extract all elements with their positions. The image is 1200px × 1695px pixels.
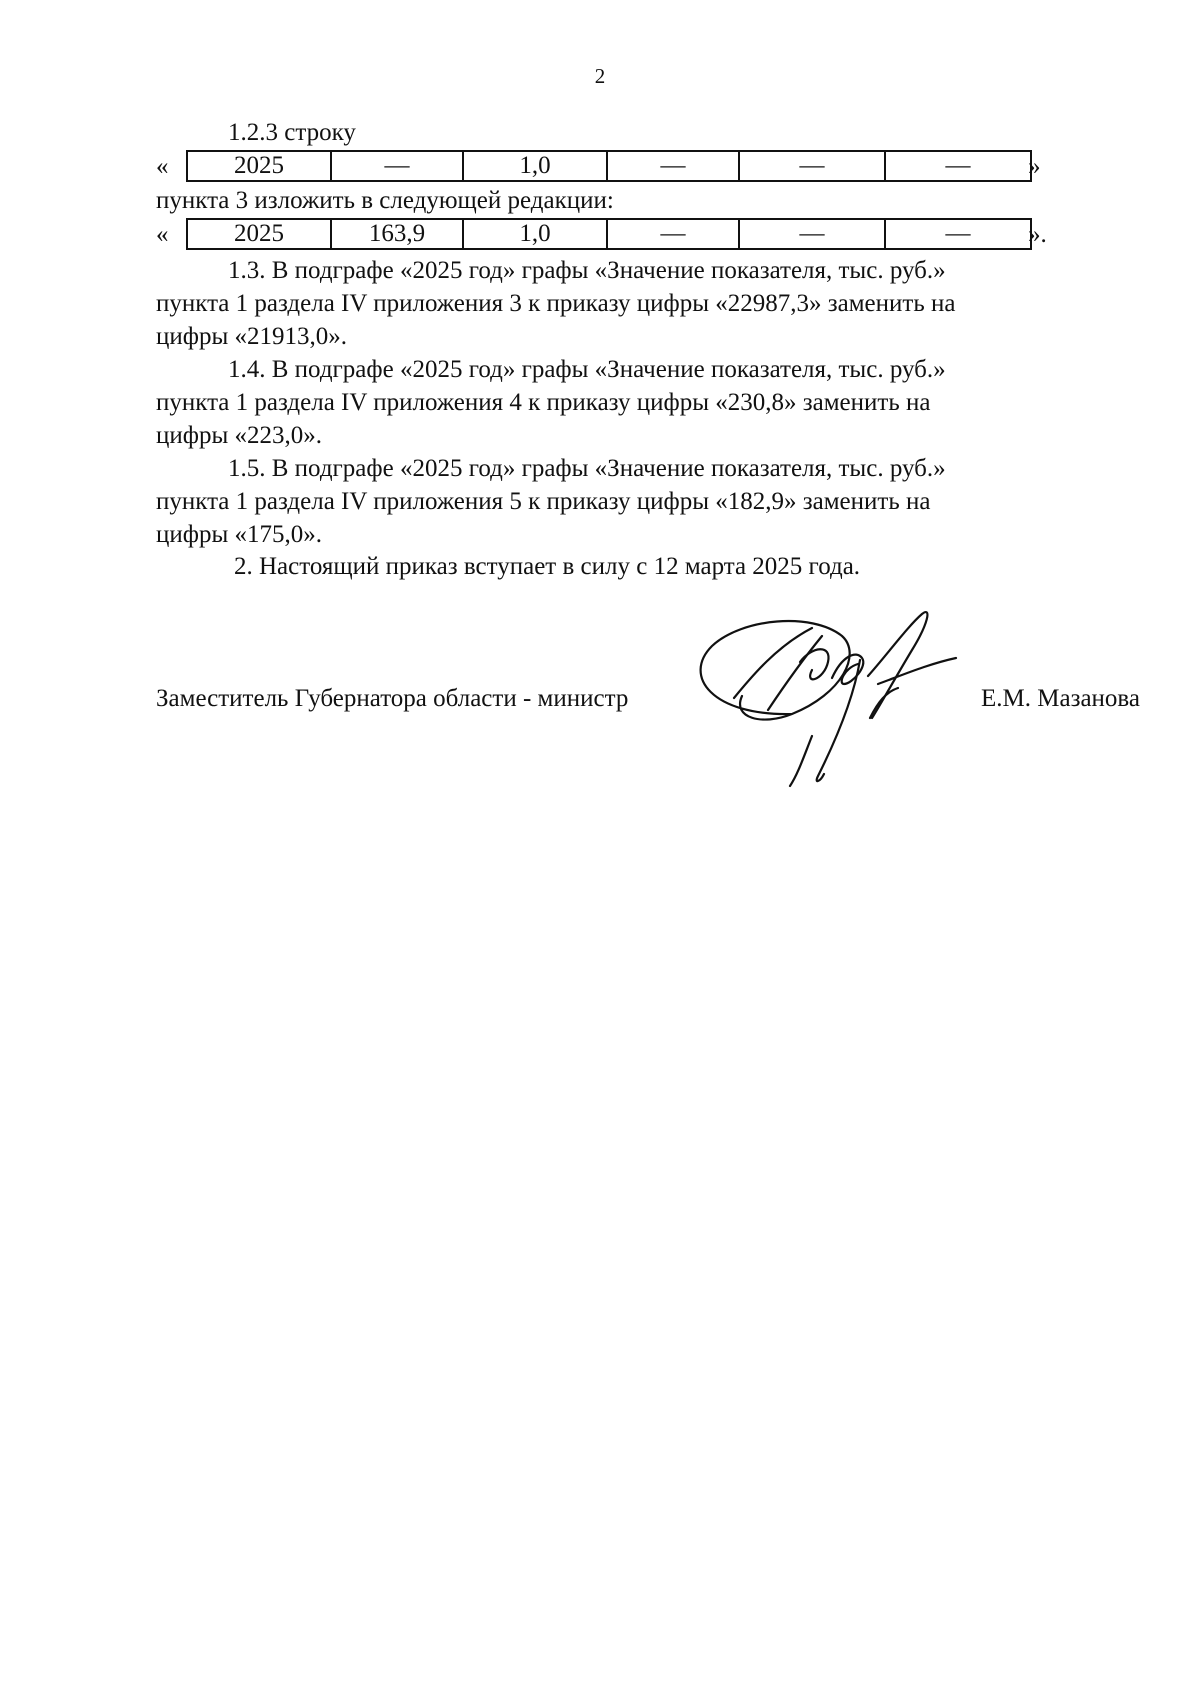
paragraph-line: 1.3. В подграфе «2025 год» графы «Значение показателя, тыс. руб.» bbox=[228, 257, 946, 284]
table-cell: 163,9 bbox=[331, 219, 463, 249]
item-1-2-3-middle-text: пункта 3 изложить в следующей редакции: bbox=[156, 187, 614, 214]
table-cell: 2025 bbox=[187, 151, 331, 181]
old-row bbox=[156, 150, 1086, 182]
paragraph-line: 1.5. В подграфе «2025 год» графы «Значение показателя, тыс. руб.» bbox=[228, 455, 946, 482]
table-cell: — bbox=[885, 219, 1031, 249]
signatory-name: Е.М. Мазанова bbox=[981, 685, 1140, 712]
new-row-table bbox=[186, 218, 1032, 250]
new-row bbox=[156, 218, 1086, 250]
table-cell: — bbox=[739, 219, 885, 249]
close-quote: » bbox=[1028, 153, 1041, 180]
table-cell: 1,0 bbox=[463, 151, 607, 181]
table-cell: 2025 bbox=[187, 219, 331, 249]
table-cell: 1,0 bbox=[463, 219, 607, 249]
open-quote: « bbox=[156, 221, 169, 248]
paragraph-1-5 bbox=[156, 452, 1140, 551]
table-cell: — bbox=[885, 151, 1031, 181]
paragraph-1-4 bbox=[156, 353, 1140, 452]
page-number: 2 bbox=[594, 64, 606, 88]
paragraph-line: цифры «223,0». bbox=[156, 422, 323, 449]
paragraph-line: пункта 1 раздела IV приложения 3 к приказу цифры «22987,3» заменить на bbox=[156, 290, 956, 317]
paragraph-1-3 bbox=[156, 254, 1140, 353]
old-row-table bbox=[186, 150, 1032, 182]
paragraph-line: пункта 1 раздела IV приложения 4 к приказу цифры «230,8» заменить на bbox=[156, 389, 931, 416]
paragraph-line: пункта 1 раздела IV приложения 5 к приказу цифры «182,9» заменить на bbox=[156, 488, 931, 515]
paragraph-line: цифры «175,0». bbox=[156, 521, 323, 548]
table-cell: — bbox=[739, 151, 885, 181]
open-quote: « bbox=[156, 153, 169, 180]
effective-clause: 2. Настоящий приказ вступает в силу с 12 марта 2025 года. bbox=[234, 553, 861, 580]
paragraph-line: цифры «21913,0». bbox=[156, 323, 348, 350]
table-cell: — bbox=[331, 151, 463, 181]
handwritten-signature bbox=[672, 606, 1002, 792]
close-quote: ». bbox=[1028, 221, 1047, 248]
paragraph-line: 1.4. В подграфе «2025 год» графы «Значение показателя, тыс. руб.» bbox=[228, 356, 946, 383]
item-1-2-3-intro: 1.2.3 строку bbox=[228, 119, 356, 146]
table-cell: — bbox=[607, 219, 739, 249]
table-cell: — bbox=[607, 151, 739, 181]
signatory-position: Заместитель Губернатора области - министр bbox=[156, 685, 629, 712]
